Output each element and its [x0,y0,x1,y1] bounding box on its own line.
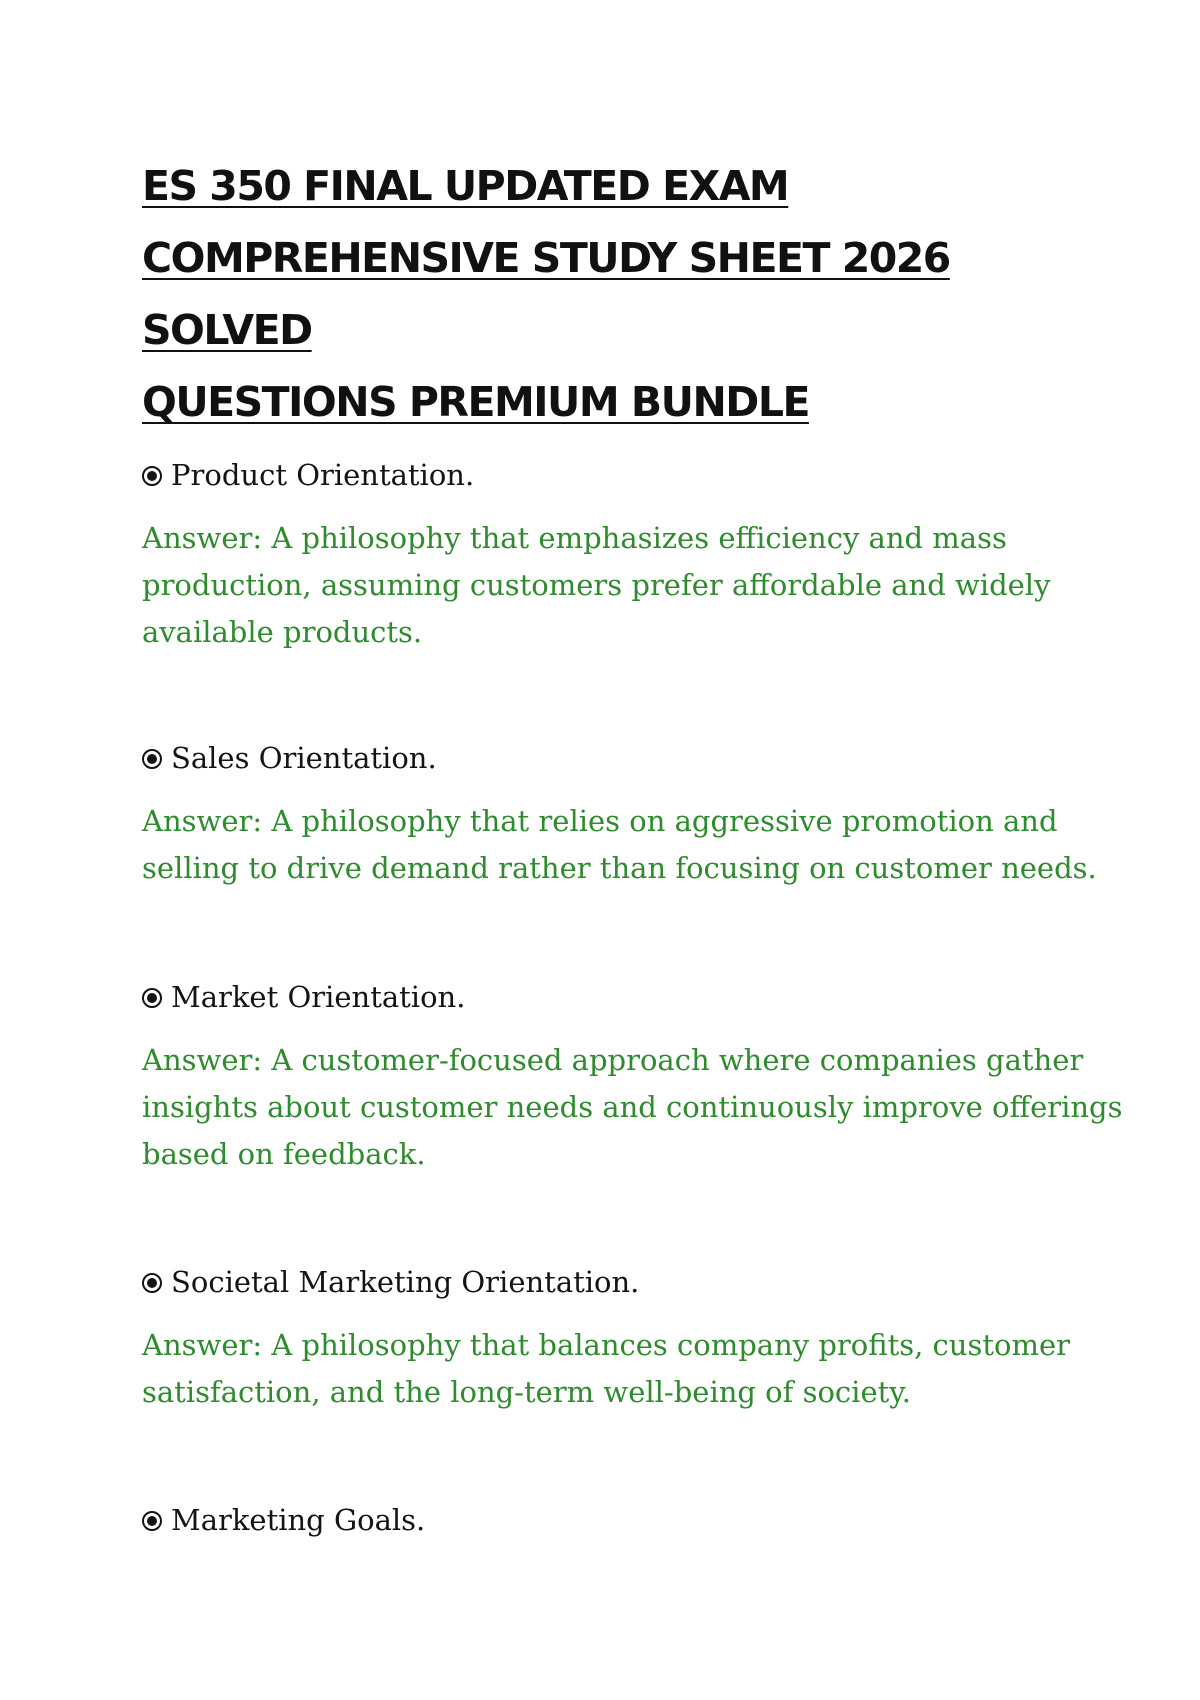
document-title [142,150,1082,438]
answer-line: satisfaction, and the long-term well-being of society. [142,1375,912,1409]
qa-item [142,977,1123,1178]
radio-bullet-icon [142,988,162,1008]
qa-item [142,455,1062,656]
question-text: Sales Orientation. [171,741,437,775]
answer [142,798,1097,892]
question-text: Market Orientation. [171,980,466,1014]
qa-item [142,1500,1062,1540]
question [142,1500,1062,1540]
answer-line: production, assuming customers prefer affordable and widely [142,568,1051,602]
question-text: Societal Marketing Orientation. [171,1265,640,1299]
question [142,738,1062,778]
radio-bullet-icon [142,749,162,769]
qa-item [142,1262,1070,1416]
answer-line: Answer: A philosophy that balances company profits, customer [142,1328,1070,1362]
question [142,455,1062,495]
title-line: QUESTIONS PREMIUM BUNDLE [142,378,809,426]
qa-item [142,738,1097,892]
radio-bullet-icon [142,1273,162,1293]
radio-bullet-icon [142,466,162,486]
question-text: Marketing Goals. [171,1503,426,1537]
question-text: Product Orientation. [171,458,475,492]
answer-line: selling to drive demand rather than focusing on customer needs. [142,851,1097,885]
title-line: ES 350 FINAL UPDATED EXAM [142,162,789,210]
question [142,977,1062,1017]
answer-line: Answer: A philosophy that relies on aggressive promotion and [142,804,1058,838]
answer-line: available products. [142,615,423,649]
answer-line: Answer: A philosophy that emphasizes efficiency and mass [142,521,1007,555]
answer-line: Answer: A customer-focused approach where companies gather [142,1043,1084,1077]
radio-bullet-icon [142,1511,162,1531]
question [142,1262,1062,1302]
answer-line: based on feedback. [142,1137,426,1171]
title-line: COMPREHENSIVE STUDY SHEET 2026 SOLVED [142,234,950,354]
answer-line: insights about customer needs and continuously improve offerings [142,1090,1123,1124]
answer [142,515,1062,656]
answer [142,1037,1123,1178]
answer [142,1322,1070,1416]
